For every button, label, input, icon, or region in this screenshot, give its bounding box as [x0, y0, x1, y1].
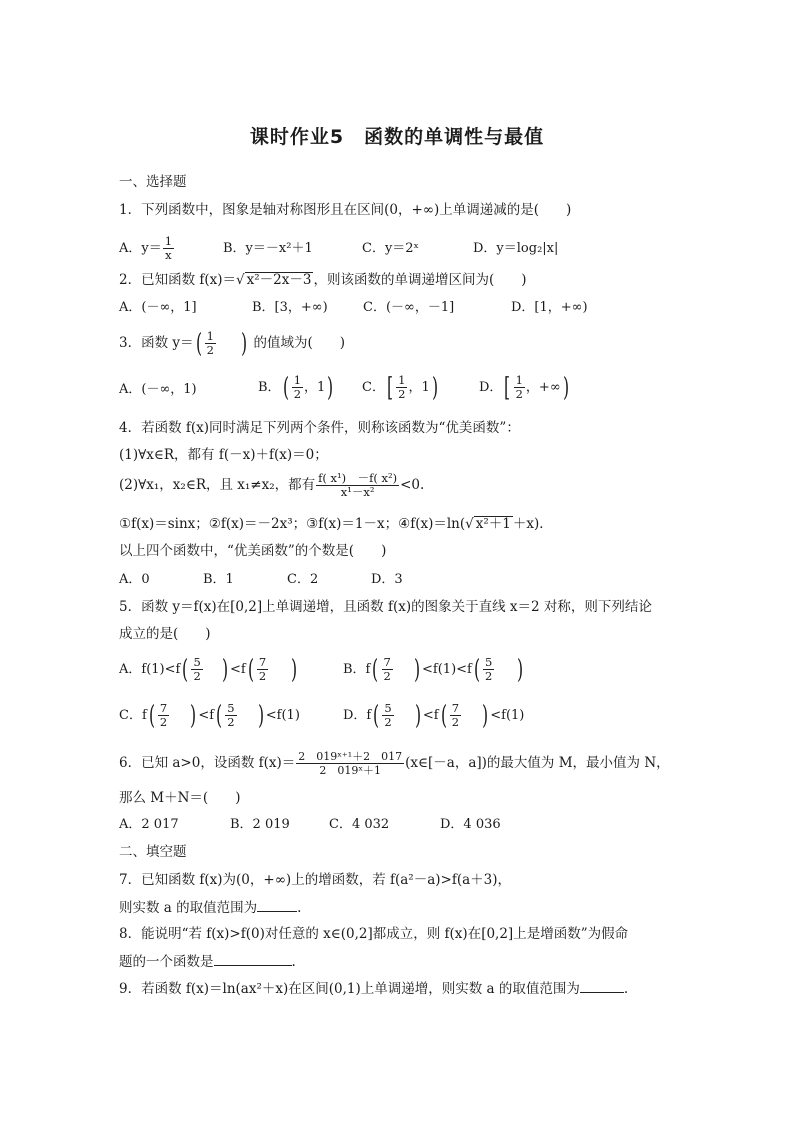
question-6-stem-2: 那么 M＋N＝( ): [119, 790, 241, 806]
q2-option-b: B．[3，+∞): [252, 300, 328, 315]
section-heading-fill-in: 二、填空题: [119, 844, 187, 860]
q5-option-d: D．f( $\frac{5}{2}$ ) <f( $\frac{7}{2}$ ) <f(1): [343, 700, 525, 731]
fraction: $\frac{\text{f( x¹) －f( x²)}}{\text{x¹－x²}}$: [318, 471, 398, 499]
q3-option-c: C．[ $\frac{1}{2}$ ，1): [362, 372, 438, 403]
fraction: $\frac{1}{x}$: [164, 234, 173, 262]
fraction: $\frac{7}{2}$: [159, 701, 168, 729]
question-1-stem: 1．下列函数中，图象是轴对称图形且在区间(0，+∞)上单调递减的是( ): [119, 202, 572, 218]
fraction: $\frac{7}{2}$: [258, 655, 267, 683]
q4-option-a: A．0: [119, 572, 150, 587]
answer-blank[interactable]: [257, 897, 297, 912]
answer-blank[interactable]: [580, 978, 624, 993]
fraction: $\frac{1}{2}$: [293, 373, 302, 401]
answer-blank[interactable]: [214, 951, 292, 966]
question-4-functions: ①f(x)＝sinx；②f(x)＝－2x³；③f(x)＝1－x；④f(x)＝ln(√ x²＋1 ＋x)．: [119, 516, 553, 532]
q6-option-b: B．2 019: [230, 817, 290, 832]
q5-option-b: B．f( $\frac{7}{2}$ ) <f(1)<f( $\frac{5}{2}$ ): [343, 654, 524, 685]
q3-option-a: A．(－∞，1): [119, 382, 197, 397]
q3-option-b: B．( $\frac{1}{2}$ ，1): [258, 372, 334, 403]
fraction: $\frac{7}{2}$: [383, 655, 391, 683]
fraction: $\frac{1}{2}$: [515, 373, 523, 401]
q4-option-c: C．2: [287, 572, 319, 587]
question-7-stem-1: 7．已知函数 f(x)为(0，+∞)上的增函数，若 f(a²－a)>f(a＋3)，: [119, 872, 512, 888]
question-5-stem-1: 5．函数 y＝f(x)在[0,2]上单调递增，且函数 f(x)的图象关于直线 x＝2 对称，则下列结论: [119, 599, 652, 615]
question-6-stem-1: 6．已知 a>0，设函数 f(x)＝ $\frac{\text{2 019ˣ⁺¹＋2 017}}{\text{2 019ˣ＋1}}$ (x∈[－a，a])的最大值为 M，最小值为 N，: [119, 750, 670, 777]
q6-option-a: A．2 017: [119, 817, 179, 832]
fraction: $\frac{5}{2}$: [384, 701, 392, 729]
question-9-stem: 9．若函数 f(x)＝ln(ax²＋x)在区间(0,1)上单调递增，则实数 a 的取值范围为 .: [119, 978, 628, 999]
q4-option-d: D．3: [371, 572, 403, 587]
section-heading-choice: 一、选择题: [119, 174, 187, 190]
q4-option-b: B．1: [203, 572, 234, 587]
fraction: $\frac{\text{2 019ˣ⁺¹＋2 017}}{\text{2 019ˣ＋1}}$: [298, 750, 403, 777]
question-8-stem-1: 8．能说明“若 f(x)>f(0)对任意的 x∈(0,2]都成立，则 f(x)在[0,2]上是增函数”为假命: [119, 926, 629, 942]
q1-option-c: C．y＝2ˣ: [362, 241, 420, 256]
q1-option-d: D．y＝log₂|x|: [473, 241, 559, 256]
question-5-stem-2: 成立的是( ): [119, 626, 211, 642]
q1-option-a: A．y＝ $\frac{1}{x}$: [119, 234, 173, 262]
q2-option-c: C．(－∞，－1]: [363, 300, 455, 315]
question-7-stem-2: 则实数 a 的取值范围为 .: [119, 897, 301, 918]
question-2-stem: 2．已知函数 f(x)＝√ x²－2x－3 ，则该函数的单调递增区间为( ): [119, 272, 527, 288]
radical: x²－2x－3: [246, 272, 312, 288]
question-4-stem: 4．若函数 f(x)同时满足下列两个条件，则称该函数为“优美函数”：: [119, 420, 520, 436]
radical: x²＋1: [475, 516, 511, 532]
question-4-condition-2: (2)∀x₁，x₂∈R，且 x₁≠x₂，都有 $\frac{\text{f( x¹) －f( x²)}}{\text{x¹－x²}}$ <0.: [119, 471, 425, 499]
fraction: $\frac{7}{2}$: [451, 701, 460, 729]
q2-option-a: A．(－∞，1]: [119, 300, 197, 315]
q3-option-d: D．[ $\frac{1}{2}$ ，+∞): [479, 372, 569, 403]
q2-option-d: D．[1，+∞): [511, 300, 588, 315]
question-3-stem: 3．函数 y＝( $\frac{1}{2}$ ) 的值域为( ): [119, 328, 345, 359]
fraction: $\frac{1}{2}$: [398, 373, 406, 401]
q1-option-b: B．y＝－x²＋1: [223, 241, 313, 256]
question-4-condition-1: (1)∀x∈R，都有 f(－x)＋f(x)＝0；: [119, 447, 328, 463]
question-8-stem-2: 题的一个函数是 .: [119, 951, 296, 972]
question-4-ask: 以上四个函数中，“优美函数”的个数是( ): [119, 543, 387, 559]
fraction: $\frac{5}{2}$: [485, 655, 493, 683]
page-title: 课时作业5 函数的单调性与最值: [249, 126, 545, 148]
q5-option-a: A．f(1)<f( $\frac{5}{2}$ ) <f( $\frac{7}{2}$ ): [119, 654, 298, 685]
q5-option-c: C．f( $\frac{7}{2}$ ) <f( $\frac{5}{2}$ ) <f(1): [119, 700, 300, 731]
q6-option-c: C．4 032: [329, 817, 390, 832]
fraction: $\frac{1}{2}$: [206, 329, 214, 357]
fraction: $\frac{5}{2}$: [193, 655, 201, 683]
fraction: $\frac{5}{2}$: [227, 701, 235, 729]
q6-option-d: D．4 036: [440, 817, 501, 832]
